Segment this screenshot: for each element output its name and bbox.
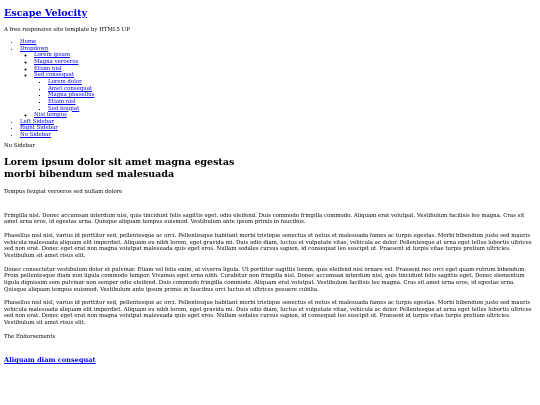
dropdown-link-lorem-ipsum[interactable]: Lorem ipsum [34, 52, 70, 59]
nav-link-home[interactable]: Home [20, 39, 37, 46]
nav-link-right-sidebar[interactable]: Right Sidebar [20, 125, 58, 132]
nested-item [48, 99, 536, 106]
dropdown-item [34, 66, 536, 73]
article-paragraph: Phasellus nisl nisl, varius id porttitor sed, pellentesque ac orci. Pellentesque habitant morbi tristique senectus et netus et malesuada fames ac turpis egestas. Morbi bibendum justo sed mauris vehicula malesuada aliquam elit imperdiet. Aliquam eu nibh lorem, eget gravida mi. Duis odio diam, luctus et vulputate vitae, vehicula ac dolor. Pellentesque at urna eget tellus lobortis ultrices sed non erat. Donec eget erat non magna volutpat malesuada quis eget eros. Nullam sodales cursus sapien, id consequat leo suscipit ut. Praesent id turpis vitae turpis pretium ultricies. Vestibulum sit amet risus elit. [4, 233, 532, 259]
endorsement-title [4, 356, 536, 364]
dropdown-submenu [20, 52, 536, 118]
article-paragraph: Fringilla nisl. Donec accumsan interdum nisi, quis tincidunt felis sagittis eget. odio eleifend. Duis commodo fringilla commodo. Aliquam erat volutpat. Vestibulum facilisis leo magna. Cras sit amet urna eros, id egestas urna. Quisque aliquam tempus euismod. Vestibulum ante ipsum primis in faucibus. [4, 212, 525, 226]
dropdown-item [34, 52, 536, 59]
nav-item-right-sidebar [20, 125, 536, 132]
dropdown-item [34, 112, 536, 119]
nested-item [48, 106, 536, 113]
dropdown-link-nisl-tempus[interactable]: Nisl tempus [34, 112, 67, 119]
nav-item-home [20, 39, 536, 46]
site-title [4, 8, 536, 20]
nav-item-dropdown [20, 46, 536, 119]
endorsement-title-link[interactable]: Aliquam diam consequat [4, 356, 96, 365]
nested-link-magna-phasellus[interactable]: Magna phasellus [48, 92, 95, 99]
nested-submenu [34, 79, 536, 112]
dropdown-link-etiam-nisl[interactable]: Etiam nisl [34, 65, 62, 72]
nested-item [48, 92, 536, 99]
article-paragraph: Phasellus nisl nisl, varius id porttitor sed, pellentesque ac orci. Pellentesque habitant morbi tristique senectus et netus et malesuada fames ac turpis egestas. Morbi bibendum justo sed mauris vehicula malesuada aliquam elit imperdiet. Aliquam eu nibh lorem, eget gravida mi. Duis odio diam, luctus et vulputate vitae, vehicula ac dolor. Pellentesque at urna eget tellus lobortis ultrices sed non erat. Donec eget erat non magna volutpat malesuada quis eget eros. Nullam sodales cursus sapien, id consequat leo suscipit ut. Praesent id turpis vitae turpis pretium ultricies. Vestibulum sit amet risus elit. [4, 300, 532, 327]
dropdown-item [34, 59, 536, 66]
nested-item [48, 79, 536, 86]
endorsements-label: The Endorsements [4, 333, 56, 340]
site-tagline: A free responsive site template by HTML5 UP [4, 26, 130, 33]
nested-link-sed-feugiat[interactable]: Sed feugiat [48, 105, 80, 112]
nav-link-no-sidebar[interactable]: No Sidebar [20, 132, 51, 139]
article-paragraph: Donec consectetur vestibulum dolor et pulvinar. Etiam vel felis enim, at viverra ligula. Ut porttitor sagittis lorem, quis eleifend nisi ornare vel. Praesent nec orci eget quam rutrum bibendum. Proin pellentesque diam non ligula commodo tempor. Vivamus eget urna nibh. Curabitur non fringilla nisl. Donec accumsan interdum nisi, quis tincidunt felis sagittis eget. Donec elementum ligula dignissim sem pulvinar non semper odio eleifend. Duis commodo fringilla commodo. Aliquam erat volutpat. Vestibulum facilisis leo magna. Cras sit amet urna eros, id egestas urna. Quisque aliquam tempus euismod. Vestibulum ante ipsum primis in faucibus orci luctus et ultrices posuere cubilia. [4, 266, 527, 293]
nested-link-lorem-dolor[interactable]: Lorem dolor [48, 78, 82, 85]
nav-link-left-sidebar[interactable]: Left Sidebar [20, 118, 54, 125]
main-nav [4, 39, 536, 139]
site-title-link[interactable]: Escape Velocity [4, 8, 88, 19]
article-heading-line-2: morbi bibendum sed malesuada [4, 169, 175, 181]
section-label: No Sidebar [4, 142, 35, 149]
nested-link-etiam-nisl[interactable]: Etiam nisl [48, 98, 76, 105]
nav-item-left-sidebar [20, 119, 536, 126]
nested-link-amet-consequat[interactable]: Amet consequat [48, 85, 93, 92]
dropdown-link-sed-consequat[interactable]: Sed consequat [34, 72, 75, 79]
dropdown-item [34, 72, 536, 112]
nav-item-no-sidebar [20, 132, 536, 139]
article-heading-line-1: Lorem ipsum dolor sit amet magna egestas [4, 157, 235, 169]
nav-link-dropdown[interactable]: Dropdown [20, 45, 49, 52]
dropdown-link-magna-veroeros[interactable]: Magna veroeros [34, 59, 79, 66]
nested-item [48, 86, 536, 93]
article-subtitle: Tempus feugiat veroeros sed nullam dolore [4, 189, 123, 196]
article-heading [4, 157, 536, 181]
